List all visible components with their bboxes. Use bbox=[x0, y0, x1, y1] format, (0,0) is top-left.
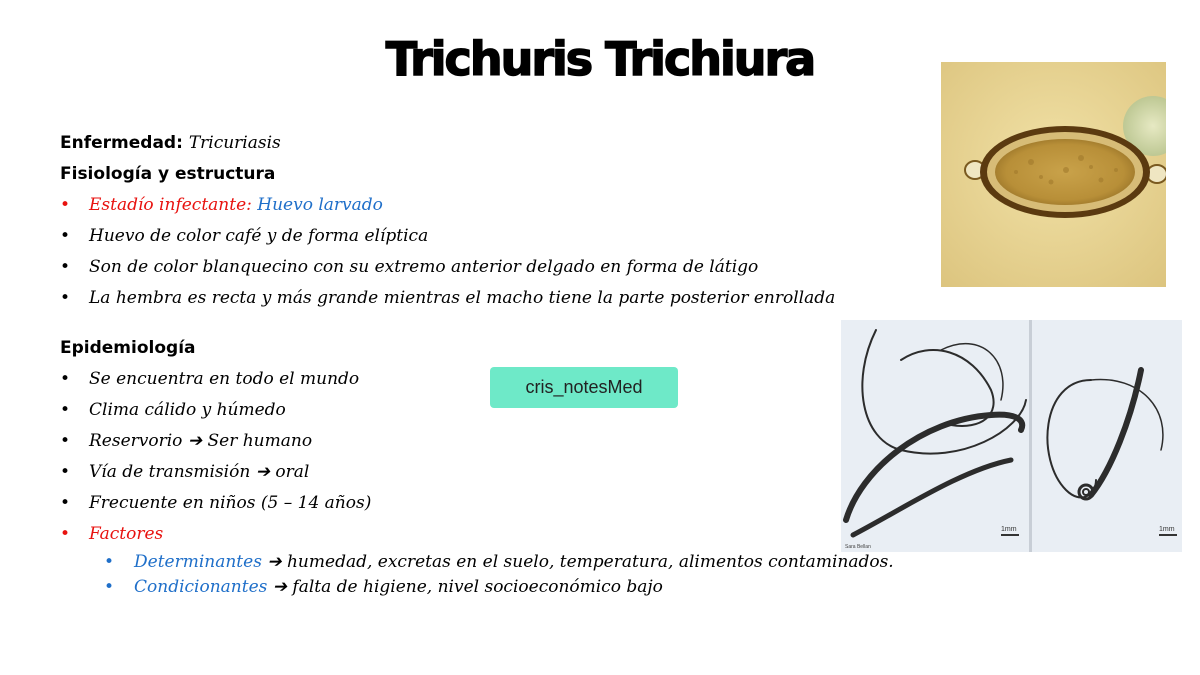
transmission-label: Vía de transmisión bbox=[89, 462, 251, 482]
page-title: Trichuris Trichiura bbox=[385, 32, 815, 86]
notes-body bbox=[60, 128, 960, 600]
infective-stage-value: Huevo larvado bbox=[257, 195, 383, 215]
list-item: • Son de color blanquecino con su extremo anterior delgado en forma de látigo bbox=[60, 252, 960, 283]
list-item: • Se encuentra en todo el mundo bbox=[60, 364, 960, 395]
conditioning-value: falta de higiene, nivel socioeconómico bajo bbox=[292, 577, 663, 597]
reservoir-item bbox=[60, 426, 960, 457]
scale-label-right: 1mm bbox=[1159, 526, 1175, 533]
disease-line bbox=[60, 128, 960, 159]
determinants-item bbox=[60, 550, 960, 575]
physiology-heading: Fisiología y estructura bbox=[60, 164, 276, 184]
list-item: • Clima cálido y húmedo bbox=[60, 395, 960, 426]
worms-micrograph-image bbox=[841, 320, 1182, 552]
arrow-icon: ➔ bbox=[267, 552, 282, 572]
conditioning-label: Condicionantes bbox=[134, 577, 268, 597]
arrow-icon: ➔ bbox=[272, 577, 288, 597]
conditioning-item bbox=[60, 575, 960, 600]
reservoir-value: Ser humano bbox=[207, 431, 313, 451]
determinants-label: Determinantes bbox=[134, 552, 262, 572]
transmission-value: oral bbox=[275, 462, 310, 482]
infective-stage-item bbox=[60, 190, 960, 221]
reservoir-label: Reservorio bbox=[89, 431, 183, 451]
list-item: • Huevo de color café y de forma elíptica bbox=[60, 221, 960, 252]
epidemiology-heading: Epidemiología bbox=[60, 338, 196, 358]
arrow-icon: ➔ bbox=[187, 431, 203, 451]
disease-label: Enfermedad: bbox=[60, 133, 183, 153]
determinants-value: humedad, excretas en el suelo, temperatura, alimentos contaminados. bbox=[286, 552, 894, 572]
frequency-item: • Frecuente en niños (5 – 14 años) bbox=[60, 488, 960, 519]
photo-credit: Sara Bellan bbox=[845, 544, 871, 550]
watermark-badge: cris_notesMed bbox=[490, 367, 678, 408]
infective-stage-label: Estadío infectante: bbox=[89, 195, 252, 215]
scale-label-left: 1mm bbox=[1001, 526, 1017, 533]
disease-value: Tricuriasis bbox=[188, 133, 281, 153]
factors-item: • Factores bbox=[60, 519, 960, 550]
arrow-icon: ➔ bbox=[255, 462, 270, 482]
egg-micrograph-image bbox=[941, 62, 1166, 287]
transmission-item bbox=[60, 457, 960, 488]
list-item: • La hembra es recta y más grande mientras el macho tiene la parte posterior enrollada bbox=[60, 283, 960, 314]
